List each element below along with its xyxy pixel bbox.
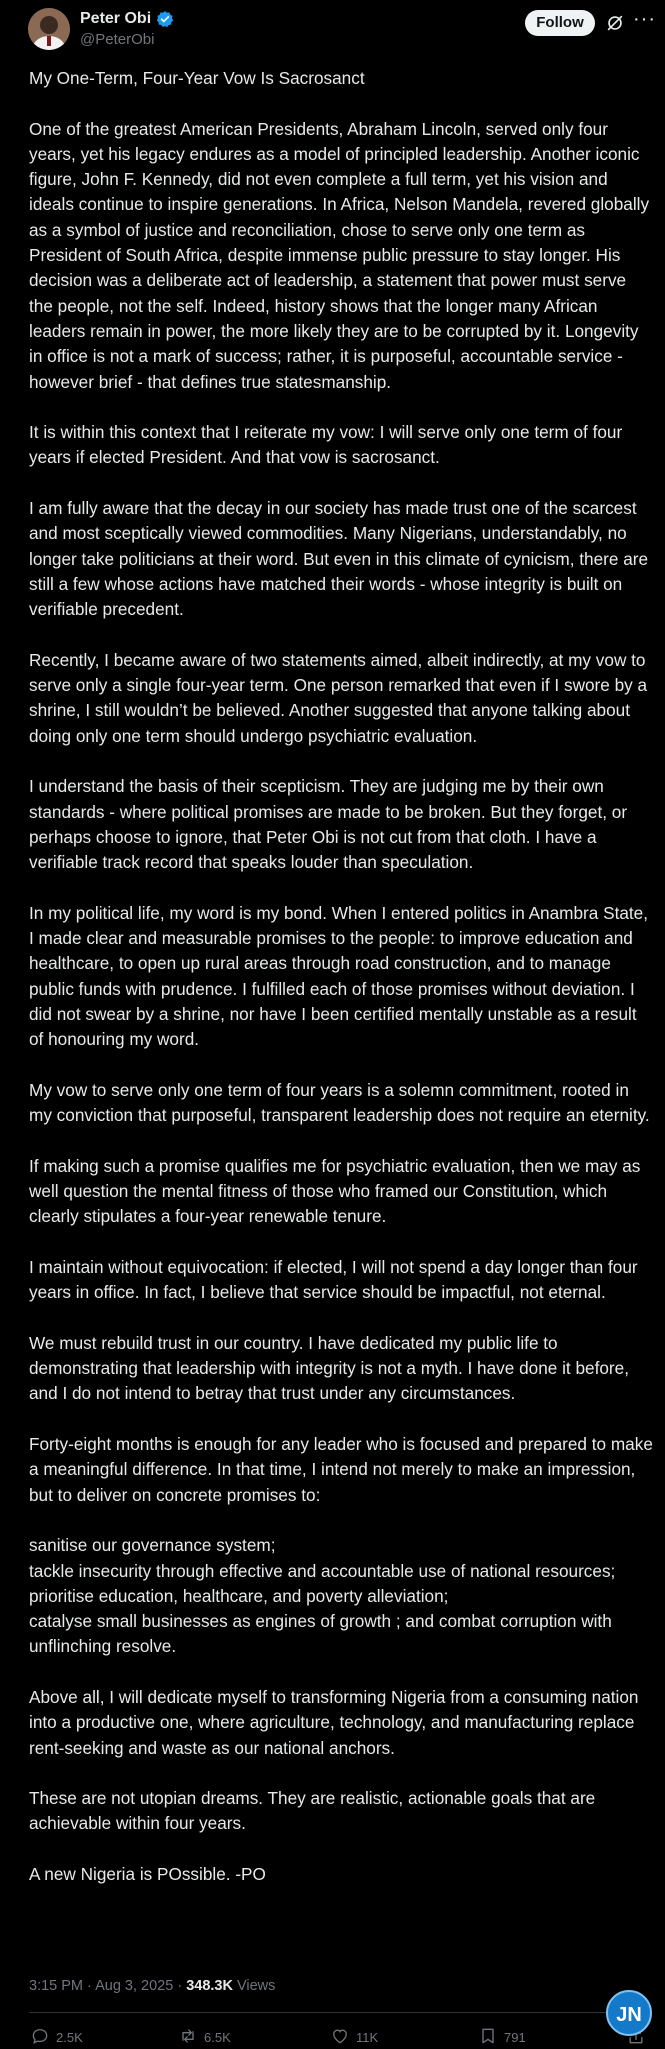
watermark-logo: JN [606, 1990, 652, 2036]
views-count: 348.3K [186, 1978, 233, 1994]
like-count: 11K [356, 2030, 379, 2045]
post-paragraph: It is within this context that I reiterate my vow: I will serve only one term of four years if elected President. And that vow is sacrosanct. [29, 422, 623, 468]
post-paragraph: In my political life, my word is my bond. When I entered politics in Anambra State, I made clear and measurable promises to the people: to improve education and healthcare, to open up rural areas through road construction, and to manage public funds with prudence. I fulfilled each of those promises without deviation. I did not swear by a shrine, nor have I been certified mentally unstable as a result of honouring my word. [29, 902, 649, 1050]
repost-button[interactable] [178, 2026, 231, 2049]
meta-separator: · [173, 1978, 187, 1994]
reply-button[interactable] [30, 2026, 83, 2049]
post-paragraph: I am fully aware that the decay in our society has made trust one of the scarcest and most sceptically viewed commodities. Many Nigerians, understandably, no longer take politicians at their word. But even in this climate of cynicism, there are still a few whose actions have matched their words - whose integrity is built on verifiable precedent. [29, 498, 649, 620]
follow-button[interactable]: Follow [525, 10, 595, 36]
post-meta [29, 1978, 275, 1994]
like-button[interactable] [330, 2026, 378, 2049]
author-info [80, 10, 174, 48]
bookmark-count: 791 [504, 2030, 526, 2045]
post-paragraph: If making such a promise qualifies me for psychiatric evaluation, then we may as well question the mental fitness of those who framed our Constitution, which clearly stipulates a four-year renewable tenure. [29, 1155, 641, 1227]
repost-icon [178, 2026, 198, 2049]
post-paragraph: One of the greatest American Presidents, Abraham Lincoln, served only four years, yet his legacy endures as a model of principled leadership. Another iconic figure, John F. Kennedy, did not even complete a full term, yet his vision and ideals continue to inspire generations. In Africa, Nelson Mandela, revered globally as a symbol of justice and reconciliation, chose to serve only one term as President of South Africa, despite immense public pressure to stay longer. His decision was a deliberate act of leadership, a statement that power must serve the people, not the self. Indeed, history shows that the longer many African leaders remain in power, the more likely they are to be corrupted by it. Longevity in office is not a mark of success; rather, it is purposeful, accountable service - however brief - that defines true statesmanship. [29, 118, 650, 392]
bookmark-button[interactable] [478, 2026, 526, 2049]
post-body [29, 66, 654, 1887]
post-signoff: A new Nigeria is POssible. -PO [29, 1864, 266, 1885]
post-paragraph: Forty-eight months is enough for any leader who is focused and prepared to make a meaningful difference. In that time, I intend not merely to make an impression, but to deliver on concrete promises to: [29, 1434, 653, 1505]
post-paragraph: We must rebuild trust in our country. I have dedicated my public life to demonstrating that leadership with integrity is not a myth. I have done it before, and I do not intend to betray that trust under any circumstances. [29, 1332, 629, 1404]
divider [29, 2012, 649, 2013]
reply-icon [30, 2026, 50, 2049]
post-paragraph: I understand the basis of their scepticism. They are judging me by their own standards - where political promises are made to be broken. But they forget, or perhaps choose to ignore, that Peter Obi is not cut from that cloth. I have a verifiable track record that speaks louder than speculation. [29, 776, 628, 873]
post-paragraph: I maintain without equivocation: if elected, I will not spend a day longer than four years in office. In fact, I believe that service should be impactful, not eternal. [29, 1256, 638, 1303]
like-icon [330, 2026, 350, 2049]
display-name[interactable]: Peter Obi [80, 10, 152, 27]
post-header [0, 0, 665, 62]
post-list: sanitise our governance system; tackle insecurity through effective and accountable use of national resources; prioritise education, healthcare, and poverty alleviation; catalyse small businesses as engines of growth ; and combat corruption with unflinching resolve. [29, 1535, 616, 1657]
verified-icon [156, 10, 174, 28]
action-bar [0, 2026, 665, 2048]
user-handle[interactable]: @PeterObi [80, 31, 155, 48]
post-paragraph: Above all, I will dedicate myself to transforming Nigeria from a consuming nation into a productive one, where agriculture, technology, and manufacturing replace rent-seeking and waste as our national anchors. [29, 1687, 639, 1758]
more-icon[interactable]: ··· [633, 8, 656, 30]
views-label: Views [232, 1978, 276, 1994]
post-paragraph: My vow to serve only one term of four years is a solemn commitment, rooted in my conviction that purposeful, transparent leadership does not require an eternity. [29, 1079, 650, 1126]
avatar[interactable] [28, 8, 70, 50]
repost-count: 6.5K [204, 2030, 231, 2045]
grok-icon[interactable] [604, 12, 626, 34]
post-title: My One-Term, Four-Year Vow Is Sacrosanct [29, 68, 365, 88]
post-timestamp[interactable]: 3:15 PM · Aug 3, 2025 [29, 1978, 174, 1994]
bookmark-icon [478, 2026, 498, 2049]
post-paragraph: Recently, I became aware of two statements aimed, albeit indirectly, at my vow to serve only a single four-year term. One person remarked that even if I swore by a shrine, I still wouldn’t be believed. Another suggested that anyone talking about doing only one term should undergo psychiatric evaluation. [29, 649, 648, 746]
post-paragraph: These are not utopian dreams. They are realistic, actionable goals that are achievable within four years. [29, 1788, 596, 1834]
reply-count: 2.5K [56, 2030, 83, 2045]
